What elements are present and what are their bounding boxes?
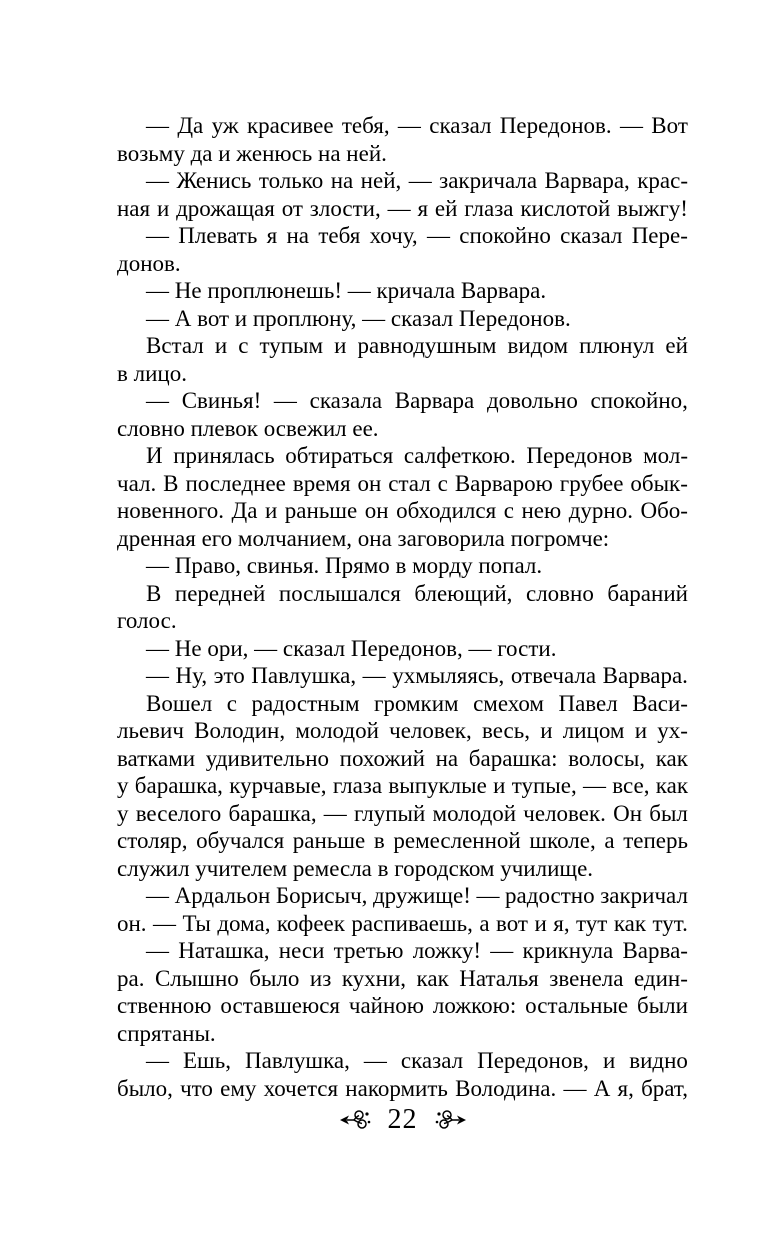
text-line: И принялась обтираться салфеткою. Передонов мол- <box>146 443 688 468</box>
text-line: льевич Володин, молодой человек, весь, и лицом и ух- <box>117 718 688 743</box>
text-line: голос. <box>117 608 177 633</box>
text-line: Встал и с тупым и равнодушным видом плюнул ей <box>146 333 688 358</box>
text-line: — Ну, это Павлушка, — ухмыляясь, отвечала Варвара. <box>146 663 688 688</box>
text-line: ственною оставшеюся чайною ложкою: остальные были <box>117 993 688 1018</box>
text-line: — Женись только на ней, — закричала Варвара, крас- <box>146 168 688 193</box>
text-line: донов. <box>117 250 181 276</box>
fleuron-right-icon <box>434 1108 468 1132</box>
text-line: В передней послышался блеющий, словно бараний <box>146 580 688 606</box>
text-line: — Плевать я на тебя хочу, — спокойно сказал Пере- <box>146 223 688 248</box>
text-line: — Да уж красивее тебя, — сказал Передонов. — Вот <box>146 113 688 138</box>
text-line: — Наташка, неси третью ложку! — крикнула Варва- <box>146 938 688 963</box>
text-line: — Свинья! — сказала Варвара довольно спокойно, <box>146 388 688 413</box>
page-footer <box>117 1106 688 1134</box>
text-line: — А вот и проплюну, — сказал Передонов. <box>146 305 571 331</box>
text-line: дренная его молчанием, она заговорила погромче: <box>117 525 610 551</box>
text-line: возьму да и женюсь на ней. <box>117 140 387 166</box>
text-line: новенного. Да и раньше он обходился с нею дурно. Обо- <box>117 498 688 523</box>
text-block <box>117 112 688 1102</box>
text-line: чал. В последнее время он стал с Варварою грубее обык- <box>117 470 688 496</box>
fleuron-left-icon <box>338 1108 372 1132</box>
text-line: ная и дрожащая от злости, — я ей глаза кислотой выжгу! <box>117 195 688 221</box>
text-line: — Право, свинья. Прямо в морду попал. <box>146 553 543 578</box>
text-line: Вошел с радостным громким смехом Павел Васи- <box>146 690 688 716</box>
text-line: служил учителем ремесла в городском училище. <box>117 855 594 881</box>
text-line: — Ардальон Борисыч, дружище! — радостно закричал <box>146 883 688 908</box>
text-line: у барашка, курчавые, глаза выпуклые и тупые, — все, как <box>117 773 688 798</box>
text-line: — Не ори, — сказал Передонов, — гости. <box>146 635 557 661</box>
text-line: словно плевок освежил ее. <box>117 415 379 441</box>
text-line: он. — Ты дома, кофеек распиваешь, а вот и я, тут как тут. <box>117 910 688 936</box>
text-line: спрятаны. <box>117 1020 216 1046</box>
text-line: столяр, обучался раньше в ремесленной школе, а теперь <box>117 828 688 853</box>
text-line: — Ешь, Павлушка, — сказал Передонов, и видно <box>146 1048 688 1073</box>
text-line: ра. Слышно было из кухни, как Наталья звенела един- <box>117 965 688 991</box>
text-line: было, что ему хочется накормить Володина. — А я, брат, <box>117 1075 688 1101</box>
text-line: у веселого барашка, — глупый молодой человек. Он был <box>117 800 688 826</box>
text-line: — Не проплюнешь! — кричала Варвара. <box>146 278 547 303</box>
text-line: в лицо. <box>117 360 187 386</box>
page-number: 22 <box>387 1104 418 1135</box>
text-line: ватками удивительно похожий на барашка: волосы, как <box>117 745 688 771</box>
